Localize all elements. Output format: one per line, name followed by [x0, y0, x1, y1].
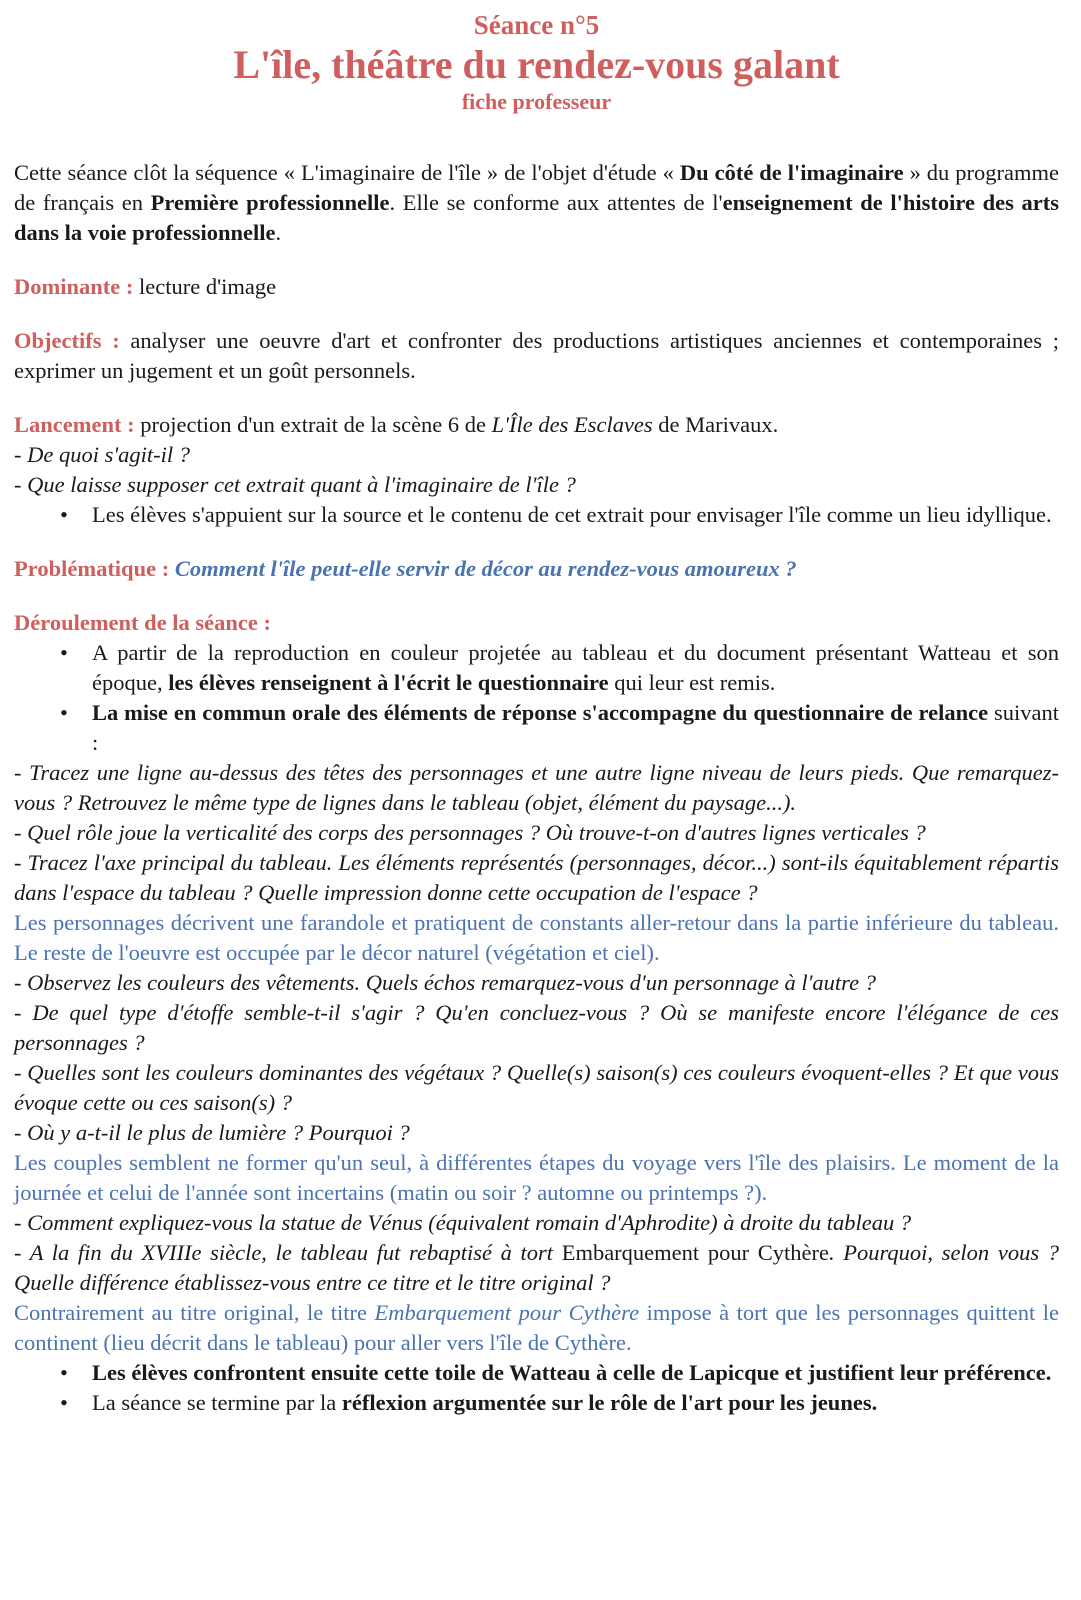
dominante-label: Dominante :	[14, 274, 134, 299]
objectifs-label: Objectifs :	[14, 328, 120, 353]
intro-paragraph	[14, 158, 1059, 248]
deroulement-section	[14, 608, 1059, 1418]
bullet-1-text-1: A partir de la reproduction en couleur projetée au tableau et du document présentant Watteau et son époque,	[92, 640, 1059, 695]
lancement-line	[14, 410, 1059, 440]
list-item	[92, 1358, 1059, 1388]
question-9-text-1: - A la fin du XVIIIe siècle, le tableau fut rebaptisé à tort	[14, 1240, 562, 1265]
lancement-question-2: - Que laisse supposer cet extrait quant à l'imaginaire de l'île ?	[14, 472, 576, 497]
list-item: • Les élèves s'appuient sur la source et le contenu de cet extrait pour envisager l'île comme un lieu idyllique.	[92, 500, 1059, 530]
problematique-section	[14, 554, 1059, 584]
list-item	[92, 698, 1059, 758]
dominante-section	[14, 272, 1059, 302]
answer-3-text-2: impose à tort que les personnages quittent le continent (lieu décrit dans le tableau) pour aller vers l'île de Cythère.	[14, 1300, 1059, 1355]
list-item	[92, 638, 1059, 698]
bullet-2-text: suivant :	[92, 700, 1059, 755]
answer-3-text-1: Contrairement au titre original, le titre	[14, 1300, 375, 1325]
answer-3	[14, 1298, 1059, 1358]
lancement-text-1: projection d'un extrait de la scène 6 de	[134, 412, 492, 437]
document-header	[14, 0, 1059, 116]
bullet-4-text: La séance se termine par la	[92, 1390, 342, 1415]
bullet-1-bold: les élèves renseignent à l'écrit le questionnaire	[168, 670, 609, 695]
lancement-label: Lancement :	[14, 412, 135, 437]
closing-bullet-list	[14, 1358, 1059, 1418]
intro-bold-1: Du côté de l'imaginaire	[679, 160, 904, 185]
answer-3-title: Embarquement pour Cythère	[374, 1300, 640, 1325]
answer-2: Les couples semblent ne former qu'un seul, à différentes étapes du voyage vers l'île des plaisirs. Le moment de la journée et celui de l'année sont incertains (matin ou soir ? automne ou printemps ?).	[14, 1150, 1059, 1205]
dominante-text: lecture d'image	[133, 274, 277, 299]
question-6: - Quelles sont les couleurs dominantes des végétaux ? Quelle(s) saison(s) ces couleurs évoquent-elles ? Et que vous évoque cette ou ces saison(s) ?	[14, 1060, 1059, 1115]
question-4: - Observez les couleurs des vêtements. Quels échos remarquez-vous d'un personnage à l'autre ?	[14, 970, 876, 995]
deroulement-bullet-list	[14, 638, 1059, 758]
intro-text-2: » du programme de français en	[14, 160, 1059, 215]
intro-text-1: Cette séance clôt la séquence « L'imaginaire de l'île » de l'objet d'étude «	[14, 160, 680, 185]
question-9-title: Embarquement pour Cythère	[561, 1240, 829, 1265]
intro-text-3: . Elle se conforme aux attentes de l'	[389, 190, 723, 215]
problematique-text: Comment l'île peut-elle servir de décor au rendez-vous amoureux ?	[174, 556, 797, 581]
lancement-bullet-list	[14, 500, 1059, 530]
question-1: - Tracez une ligne au-dessus des têtes des personnages et une autre ligne niveau de leurs pieds. Que remarquez-vous ? Retrouvez le même type de lignes dans le tableau (objet, élément du paysage...).	[14, 760, 1059, 815]
question-3: - Tracez l'axe principal du tableau. Les éléments représentés (personnages, décor...) sont-ils équitablement répartis dans l'espace du tableau ? Quelle impression donne cette occupation de l'espace ?	[14, 850, 1059, 905]
bullet-3-bold: Les élèves confrontent ensuite cette toile de Watteau à celle de Lapicque et justifient leur préférence.	[92, 1360, 1052, 1385]
deroulement-label: Déroulement de la séance :	[14, 610, 272, 635]
problematique-label: Problématique :	[14, 556, 170, 581]
list-item	[92, 1388, 1059, 1418]
question-9-text-2: . Pourquoi, selon vous ? Quelle différence établissez-vous entre ce titre et le titre original ?	[14, 1240, 1059, 1295]
question-9	[14, 1238, 1059, 1298]
question-7: - Où y a-t-il le plus de lumière ? Pourquoi ?	[14, 1120, 410, 1145]
bullet-4-bold: réflexion argumentée sur le rôle de l'art pour les jeunes.	[341, 1390, 878, 1415]
lancement-section	[14, 410, 1059, 530]
session-number: Séance n°5	[473, 10, 600, 40]
answer-1: Les personnages décrivent une farandole et pratiquent de constants aller-retour dans la partie inférieure du tableau. Le reste de l'oeuvre est occupée par le décor naturel (végétation et ciel).	[14, 910, 1059, 965]
intro-bold-2: Première professionnelle	[150, 190, 390, 215]
intro-bold-3: enseignement de l'histoire des arts dans la voie professionnelle	[14, 190, 1059, 245]
question-5: - De quel type d'étoffe semble-t-il s'agir ? Qu'en concluez-vous ? Où se manifeste encore l'élégance de ces personnages ?	[14, 1000, 1059, 1055]
question-8: - Comment expliquez-vous la statue de Vénus (équivalent romain d'Aphrodite) à droite du tableau ?	[14, 1210, 912, 1235]
question-2: - Quel rôle joue la verticalité des corps des personnages ? Où trouve-t-on d'autres lignes verticales ?	[14, 820, 926, 845]
page-title: L'île, théâtre du rendez-vous galant	[233, 42, 840, 87]
intro-text-4: .	[275, 220, 282, 245]
lancement-work-title: L'Île des Esclaves	[491, 412, 653, 437]
lancement-text-2: de Marivaux.	[652, 412, 779, 437]
bullet-2-bold: La mise en commun orale des éléments de réponse s'accompagne du questionnaire de relance	[92, 700, 989, 725]
bullet-1-text-2: qui leur est remis.	[608, 670, 776, 695]
lancement-question-1: - De quoi s'agit-il ?	[14, 442, 191, 467]
page-subtitle: fiche professeur	[461, 89, 612, 114]
objectifs-section	[14, 326, 1059, 386]
objectifs-text: analyser une oeuvre d'art et confronter des productions artistiques anciennes et contemporaines ; exprimer un jugement et un goût personnels.	[14, 328, 1059, 383]
